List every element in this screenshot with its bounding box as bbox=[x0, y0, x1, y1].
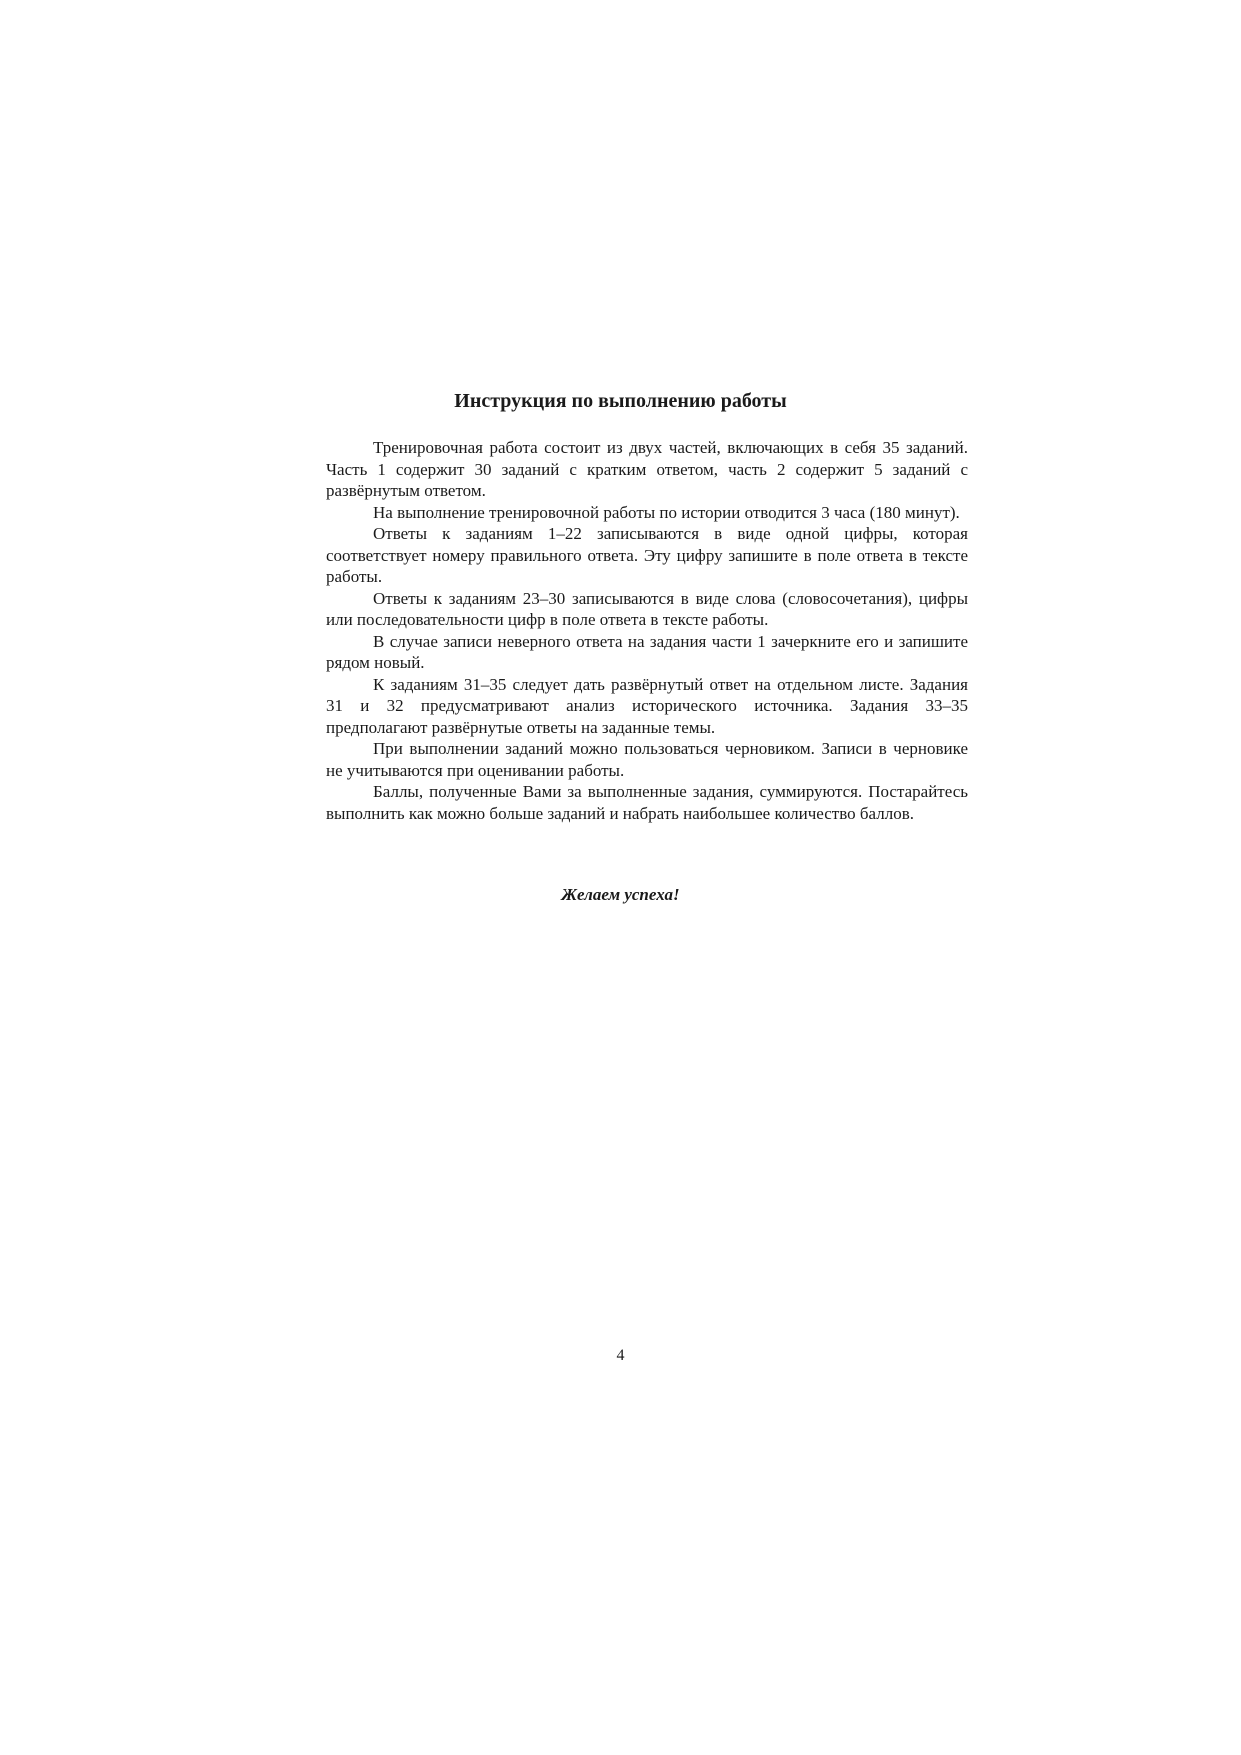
paragraph-answers-31-35: К заданиям 31–35 следует дать развёрнутый ответ на отдельном листе. Задания 31 и 32 предусматривают анализ исторического источника. Задания 33–35 предполагают развёрнутые ответы на заданные темы. bbox=[326, 674, 968, 737]
paragraph-corrections: В случае записи неверного ответа на задания части 1 зачеркните его и запишите рядом новый. bbox=[326, 631, 968, 672]
paragraph-answers-23-30: Ответы к заданиям 23–30 записываются в виде слова (словосочетания), цифры или последовательности цифр в поле ответа в тексте работы. bbox=[326, 588, 968, 629]
paragraph-scoring: Баллы, полученные Вами за выполненные задания, суммируются. Постарайтесь выполнить как можно больше заданий и набрать наибольшее количество баллов. bbox=[326, 782, 968, 823]
instructions-body bbox=[326, 437, 968, 824]
paragraph-structure: Тренировочная работа состоит из двух частей, включающих в себя 35 заданий. Часть 1 содержит 30 заданий с кратким ответом, часть 2 содержит 5 заданий с развёрнутым ответом. bbox=[326, 438, 968, 500]
paragraph-answers-1-22: Ответы к заданиям 1–22 записываются в виде одной цифры, которая соответствует номеру правильного ответа. Эту цифру запишите в поле ответа в тексте работы. bbox=[326, 524, 968, 586]
closing-wish: Желаем успеха! bbox=[561, 885, 680, 904]
page-title: Инструкция по выполнению работы bbox=[454, 390, 787, 412]
paragraph-duration: На выполнение тренировочной работы по истории отводится 3 часа (180 минут). bbox=[373, 502, 960, 522]
paragraph-draft: При выполнении заданий можно пользоваться черновиком. Записи в черновике не учитываются при оценивании работы. bbox=[326, 739, 968, 780]
page-number: 4 bbox=[616, 1347, 625, 1364]
